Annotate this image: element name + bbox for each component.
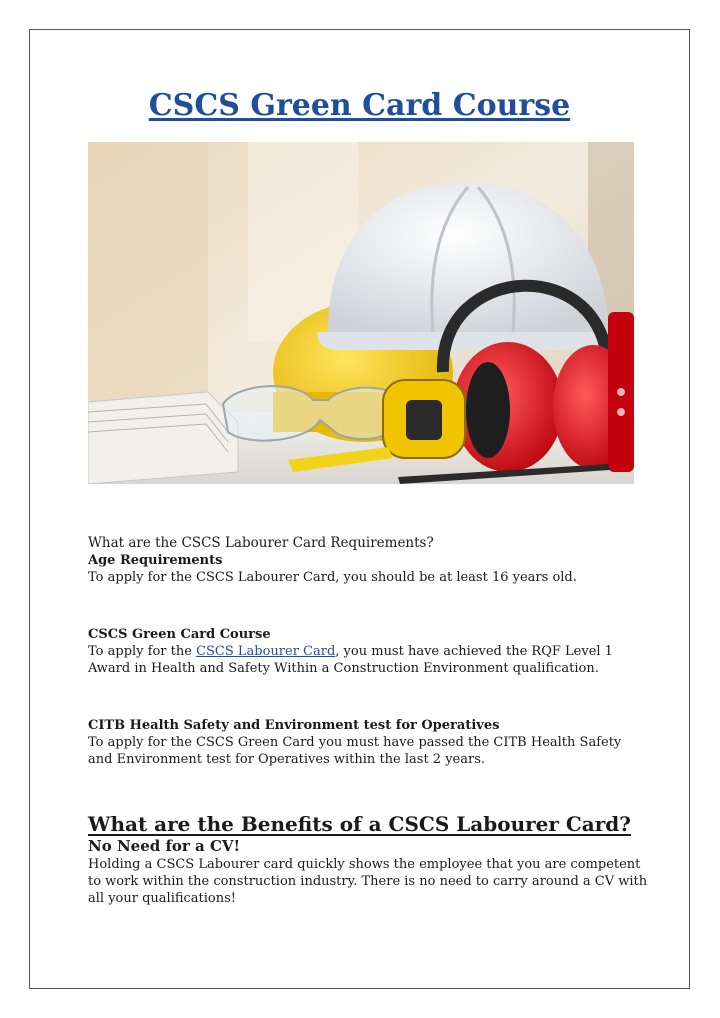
green-card-course-text [88,643,648,677]
benefits-heading: What are the Benefits of a CSCS Labourer Card? [88,812,631,836]
text-before-link: To apply for the [88,644,197,659]
text-after-link: , you must have achieved the RQF Level 1 Award in Health and Safety Within a Construction Environment qualification. [88,644,613,676]
age-requirements-text: To apply for the CSCS Labourer Card, you should be at least 16 years old. [88,570,577,585]
no-cv-text: Holding a CSCS Labourer card quickly shows the employee that you are competent to work within the construction industry. There is no need to carry around a CV with all your qualifications! [88,857,648,906]
document-page [29,29,690,989]
no-cv-subheading: No Need for a CV! [88,837,241,855]
cscs-labourer-card-link[interactable]: CSCS Labourer Card [196,644,336,659]
green-card-course-heading: CSCS Green Card Course [88,627,271,642]
citb-test-heading: CITB Health Safety and Environment test for Operatives [88,718,500,733]
citb-test-text: To apply for the CSCS Green Card you must have passed the CITB Health Safety and Environment test for Operatives within the last 2 years. [88,735,622,767]
safety-equipment-photo [88,142,634,484]
main-content [88,535,648,907]
age-requirements-heading: Age Requirements [88,553,223,568]
page-title: CSCS Green Card Course [148,88,571,123]
requirements-question: What are the CSCS Labourer Card Requirements? [88,535,434,551]
